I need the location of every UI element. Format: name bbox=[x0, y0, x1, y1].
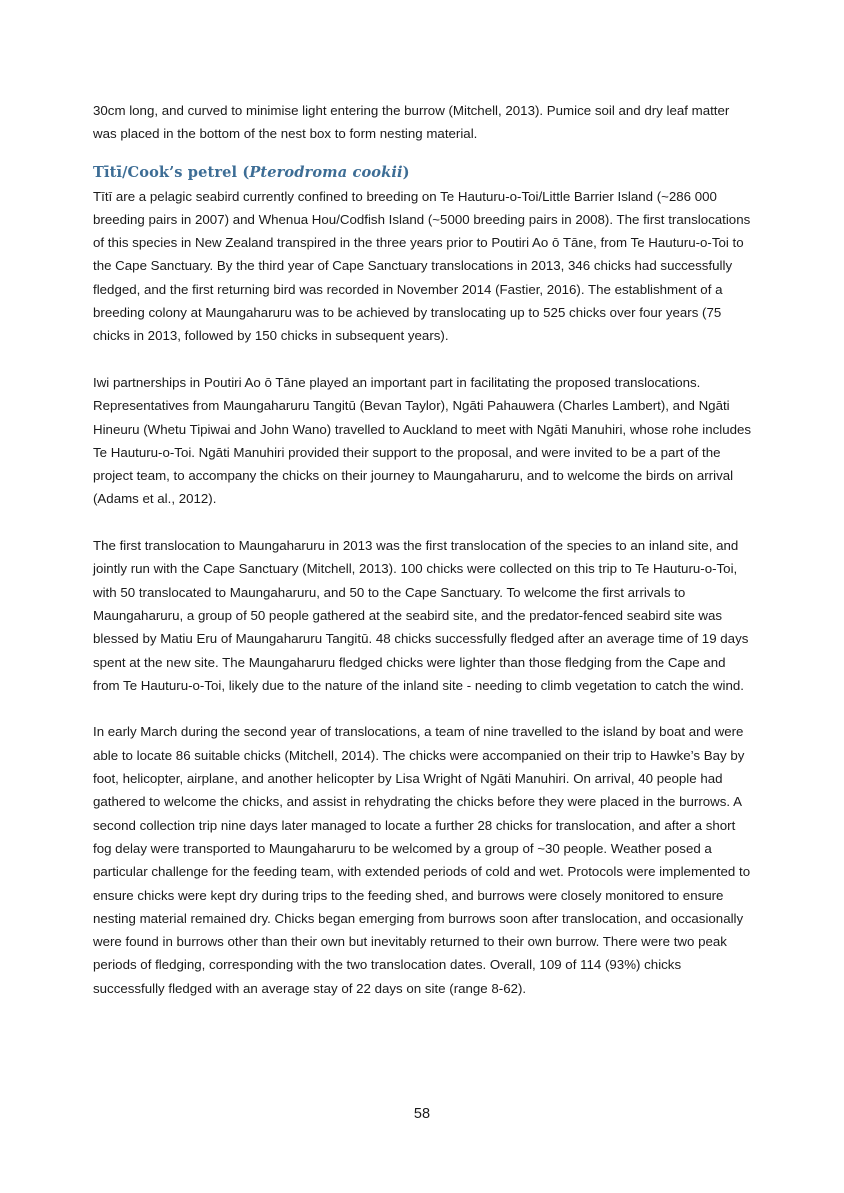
document-page bbox=[93, 99, 753, 1000]
body-paragraph-1: Tītī are a pelagic seabird currently confined to breeding on Te Hauturu-o-Toi/Little Barrier Island (~286 000 breeding pairs in 2007) and Whenua Hou/Codfish Island (~5000 breeding pairs in 2008). The first translocations of this species in New Zealand transpired in the three years prior to Poutiri Ao ō Tāne, from Te Hauturu-o-Toi to the Cape Sanctuary. By the third year of Cape Sanctuary translocations in 2013, 346 chicks had successfully fledged, and the first returning bird was recorded in November 2014 (Fastier, 2016). The establishment of a breeding colony at Maungaharuru was to be achieved by translocating up to 525 chicks over four years (75 chicks in 2013, followed by 150 chicks in subsequent years). bbox=[93, 188, 751, 344]
body-paragraph-2: Iwi partnerships in Poutiri Ao ō Tāne played an important part in facilitating the proposed translocations. Representatives from Maungaharuru Tangitū (Bevan Taylor), Ngāti Pahauwera (Charles Lambert), and Ngāti Hineuru (Whetu Tipiwai and John Wano) travelled to Auckland to meet with Ngāti Manuhiri, whose rohe includes Te Hauturu-o-Toi. Ngāti Manuhiri provided their support to the proposal, and were invited to be a part of the project team, to accompany the chicks on their journey to Maungaharuru, and to welcome the birds on arrival (Adams et al., 2012). bbox=[93, 374, 752, 507]
heading-common-name: Tītī/Cook’s petrel ( bbox=[93, 163, 250, 181]
heading-close: ) bbox=[402, 163, 410, 181]
body-paragraph-3: The first translocation to Maungaharuru in 2013 was the first translocation of the species to an inland site, and jointly run with the Cape Sanctuary (Mitchell, 2013). 100 chicks were collected on this trip to Te Hauturu-o-Toi, with 50 translocated to Maungaharuru, and 50 to the Cape Sanctuary. To welcome the first arrivals to Maungaharuru, a group of 50 people gathered at the seabird site, and the predator-fenced seabird site was blessed by Matiu Eru of Maungaharuru Tangitū. 48 chicks successfully fledged after an average time of 19 days spent at the new site. The Maungaharuru fledged chicks were lighter than those fledging from the Cape and from Te Hauturu-o-Toi, likely due to the nature of the inland site - needing to climb vegetation to catch the wind. bbox=[93, 538, 749, 693]
body-paragraph-4: In early March during the second year of translocations, a team of nine travelled to the island by boat and were able to locate 86 suitable chicks (Mitchell, 2014). The chicks were accompanied on their trip to Hawke’s Bay by foot, helicopter, airplane, and another helicopter by Lisa Wright of Ngāti Manuhiri. On arrival, 40 people had gathered to welcome the chicks, and assist in rehydrating the chicks before they were placed in the burrows. A second collection trip nine days later managed to locate a further 28 chicks for translocation, and after a short fog delay were transported to Maungaharuru to be welcomed by a group of ~30 people. Weather posed a particular challenge for the feeding team, with extended periods of cold and wet. Protocols were implemented to ensure chicks were kept dry during trips to the feeding shed, and burrows were closely monitored to ensure nesting material remained dry. Chicks began emerging from burrows soon after translocation, and occasionally were found in burrows other than their own but inevitably returned to their own burrow. There were two peak periods of fledging, corresponding with the two translocation dates. Overall, 109 of 114 (93%) chicks successfully fledged with an average stay of 22 days on site (range 8-62). bbox=[93, 724, 751, 996]
page-number: 58 bbox=[413, 1106, 431, 1122]
intro-paragraph: 30cm long, and curved to minimise light entering the burrow (Mitchell, 2013). Pumice soil and dry leaf matter was placed in the bottom of the nest box to form nesting material. bbox=[93, 103, 730, 142]
section-heading bbox=[93, 161, 753, 185]
heading-scientific-name: Pterodroma cookii bbox=[249, 163, 403, 181]
